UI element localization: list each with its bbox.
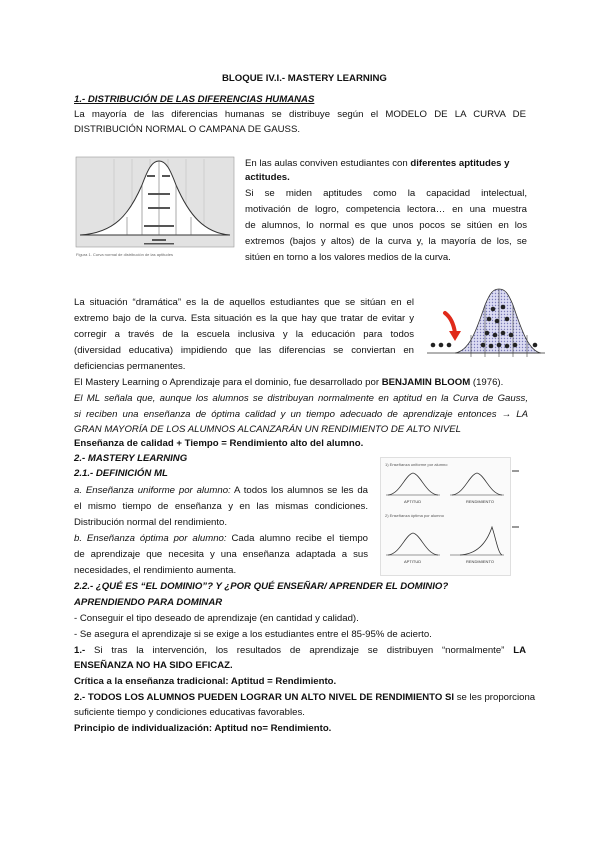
aside-line-7: sitúen en torno a los valores medios de la curva. [245,252,451,263]
aside-line-1: En las aulas conviven estudiantes con diferentes aptitudes y [245,158,510,169]
point-1-line-1: 1.- Si tras la intervención, los resultados de aprendizaje se distribuyen “normalmente” LA [74,645,526,656]
aside-line-6: extremos (bajos y altos) de la curva y, la mayoría de los, se [245,236,527,247]
figure-bottom-left-label: APTITUD [404,559,422,564]
gauss-curve-figure [74,155,236,259]
figure-1-caption: Figura 1. Curva normal de distribución de las aptitudes [76,252,173,257]
ml-line-1: El ML señala que, aunque los alumnos se distribuyan normalmente en aptitud en la Curva de Gauss, [74,393,528,404]
section-1-heading: 1.- DISTRIBUCIÓN DE LAS DIFERENCIAS HUMANAS [74,94,315,105]
figure-top-right-label: RENDIMIENTO [466,499,494,504]
intro-line-1: La mayoría de las diferencias humanas se distribuye según el MODELO DE LA CURVA DE [74,109,526,120]
drama-line-5: deficiencias permanentes. [74,361,186,372]
ml-line-2: si reciben una enseñanza de óptima calidad y un tiempo adecuado de aprendizaje entonces → LA [74,409,528,420]
drama-line-3: corregir a través de la escuela inclusiva y la educación para todos [74,329,414,340]
drama-line-4: (diversidad educativa) impidiendo que las diferencias se conviertan en [74,345,414,356]
drama-line-2: extremo bajo de la curva. Esta situación es la que hay que tratar de evitar y [74,313,414,324]
definition-a-line-2: el mismo tiempo de enseñanza y en las mismas condiciones. [74,501,368,512]
bullet-1: - Conseguir el tipo deseado de aprendizaje (en cantidad y calidad). [74,613,359,624]
aside-line-3: Si se miden aptitudes como la capacidad intelectual, [245,188,527,199]
figure-top-left-label: APTITUD [404,499,422,504]
subsection-learning-to-master: APRENDIENDO PARA DOMINAR [74,597,223,608]
bullet-2: - Se asegura el aprendizaje si se exige a los estudiantes entre el 85-95% de acierto. [74,629,432,640]
formula-line: Enseñanza de calidad + Tiempo = Rendimiento alto del alumno. [74,438,364,449]
definition-b-line-2: de aprendizaje que necesita y una enseñanza adaptada a sus [74,549,368,560]
point-2-line-1: 2.- TODOS LOS ALUMNOS PUEDEN LOGRAR UN ALTO NIVEL DE RENDIMIENTO SI se les proporciona [74,692,536,703]
criticism-line: Crítica a la enseñanza tradicional: Aptitud = Rendimiento. [74,676,337,687]
principle-line: Principio de individualización: Aptitud no= Rendimiento. [74,723,332,734]
aside-line-5: de alumnos, lo normal es que unos pocos se sitúen en los [245,220,527,231]
aside-line-2: actitudes. [245,172,290,183]
student-curve-figure [425,283,547,361]
definition-b-line-1: b. Enseñanza óptima por alumno: Cada alumno recibe el tiempo [74,533,368,544]
figure-top-title: 1) Enseñanza uniforme por alumno [385,462,448,467]
point-2-line-2: suficiente tiempo y condiciones educativas favorables. [74,707,305,718]
point-1-line-2: ENSEÑANZA NO HA SIDO EFICAZ. [74,660,233,671]
figure-bottom-title: 2) Enseñanza óptima por alumno [385,513,444,518]
definition-a-line-3: Distribución normal del rendimiento. [74,517,228,528]
aside-line-4: motivación de logro, competencia lectora… en una muestra [245,204,527,215]
definition-a-line-1: a. Enseñanza uniforme por alumno: A todos los alumnos se les da [74,485,368,496]
page-title: BLOQUE IV.I.- MASTERY LEARNING [222,73,387,84]
subsection-2-1: 2.1.- DEFINICIÓN ML [74,468,168,479]
intro-line-2: DISTRIBUCIÓN NORMAL O CAMPANA DE GAUSS. [74,124,301,135]
drama-line-1: La situación “dramática” es la de aquellos estudiantes que se sitúan en el [74,297,414,308]
aptitude-performance-figure [380,457,520,577]
definition-b-line-3: necesidades, el rendimiento aumenta. [74,565,237,576]
subsection-2-2: 2.2.- ¿QUÉ ES “EL DOMINIO”? Y ¿POR QUÉ ENSEÑAR/ APRENDER EL DOMINIO? [74,581,449,592]
ml-line-3: GRAN MAYORÍA DE LOS ALUMNOS ALCANZARÁN UN RENDIMIENTO DE ALTO NIVEL [74,424,462,435]
figure-bottom-right-label: RENDIMIENTO [466,559,494,564]
section-2-heading: 2.- MASTERY LEARNING [74,453,188,464]
bloom-line: El Mastery Learning o Aprendizaje para el dominio, fue desarrollado por BENJAMIN BLOOM (1976). [74,377,504,388]
